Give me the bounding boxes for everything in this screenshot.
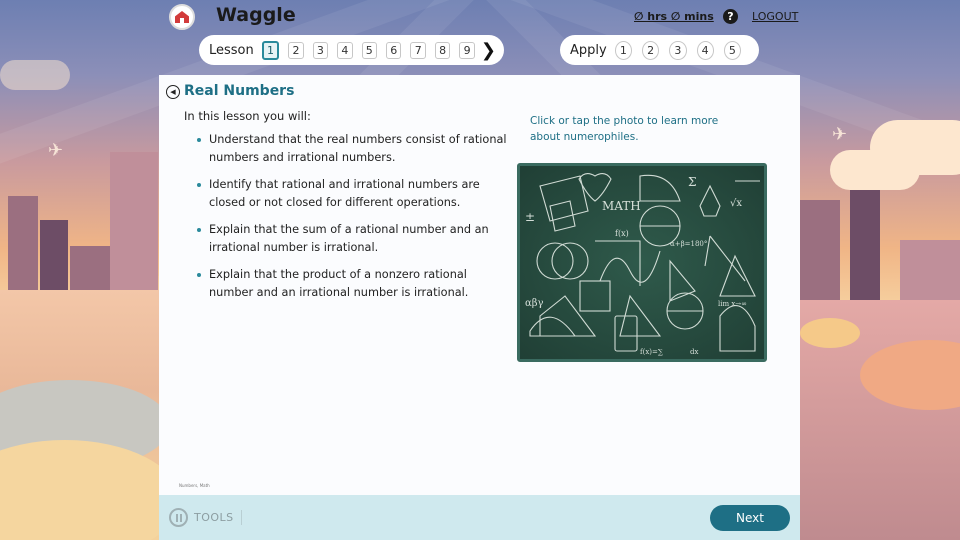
tools-button[interactable]: TOOLS xyxy=(194,511,234,524)
lesson-nav-label: Lesson xyxy=(209,42,254,58)
lesson-7-button[interactable]: 7 xyxy=(410,42,425,59)
background-illustration: ✈ ✈ xyxy=(0,0,960,540)
svg-text:√x: √x xyxy=(730,198,743,209)
lesson-5-button[interactable]: 5 xyxy=(362,42,377,59)
bottom-toolbar xyxy=(159,495,800,540)
apply-5-button[interactable]: 5 xyxy=(724,41,741,60)
svg-text:f(x)=∑: f(x)=∑ xyxy=(640,348,663,356)
lesson-nav xyxy=(199,35,504,65)
objective-item: Identify that rational and irrational numbers are closed or not closed for different operations. xyxy=(197,176,507,212)
lesson-title: Real Numbers xyxy=(184,83,295,99)
objectives-list xyxy=(197,131,507,311)
lesson-2-button[interactable]: 2 xyxy=(288,42,303,59)
photo-credit: Numbers, Math xyxy=(179,483,210,488)
toolbar-divider xyxy=(241,510,242,525)
lesson-8-button[interactable]: 8 xyxy=(435,42,450,59)
svg-text:α+β=180°: α+β=180° xyxy=(670,240,708,248)
top-header xyxy=(0,0,960,36)
apply-nav xyxy=(560,35,759,65)
brand-logo: Waggle xyxy=(216,4,296,26)
audio-back-icon[interactable]: ◀ xyxy=(166,85,180,99)
lesson-1-button[interactable]: 1 xyxy=(262,41,279,60)
lesson-6-button[interactable]: 6 xyxy=(386,42,401,59)
chevron-right-icon[interactable]: ❯ xyxy=(480,39,496,61)
lesson-4-button[interactable]: 4 xyxy=(337,42,352,59)
svg-text:αβγ: αβγ xyxy=(525,298,544,309)
home-icon xyxy=(175,11,189,23)
svg-text:Σ: Σ xyxy=(688,175,697,189)
svg-text:dx: dx xyxy=(690,348,699,356)
objective-item: Explain that the sum of a rational number and an irrational number is irrational. xyxy=(197,221,507,257)
logout-link[interactable]: LOGOUT xyxy=(752,10,799,23)
help-icon[interactable]: ? xyxy=(723,9,738,24)
objective-item: Understand that the real numbers consist of rational numbers and irrational numbers. xyxy=(197,131,507,167)
svg-text:f(x): f(x) xyxy=(615,229,629,238)
svg-text:MATH: MATH xyxy=(602,199,641,213)
next-button[interactable]: Next xyxy=(710,505,790,531)
tools-icon[interactable] xyxy=(169,508,188,527)
apply-nav-label: Apply xyxy=(570,42,607,58)
lesson-9-button[interactable]: 9 xyxy=(459,42,474,59)
time-remaining: ∅ hrs ∅ mins xyxy=(634,10,714,23)
svg-text:lim x→∞: lim x→∞ xyxy=(718,300,747,308)
objective-item: Explain that the product of a nonzero rational number and an irrational number is irrational. xyxy=(197,266,507,302)
lesson-intro: In this lesson you will: xyxy=(184,109,311,123)
apply-2-button[interactable]: 2 xyxy=(642,41,659,60)
svg-text:±: ± xyxy=(525,210,536,224)
chalkboard-doodles xyxy=(520,166,764,359)
home-button[interactable] xyxy=(169,4,195,30)
apply-3-button[interactable]: 3 xyxy=(669,41,686,60)
apply-1-button[interactable]: 1 xyxy=(615,41,632,60)
photo-caption: Click or tap the photo to learn more about numerophiles. xyxy=(530,115,719,143)
math-chalkboard-photo[interactable] xyxy=(517,163,767,362)
lesson-card xyxy=(159,75,800,495)
lesson-3-button[interactable]: 3 xyxy=(313,42,328,59)
apply-4-button[interactable]: 4 xyxy=(697,41,714,60)
